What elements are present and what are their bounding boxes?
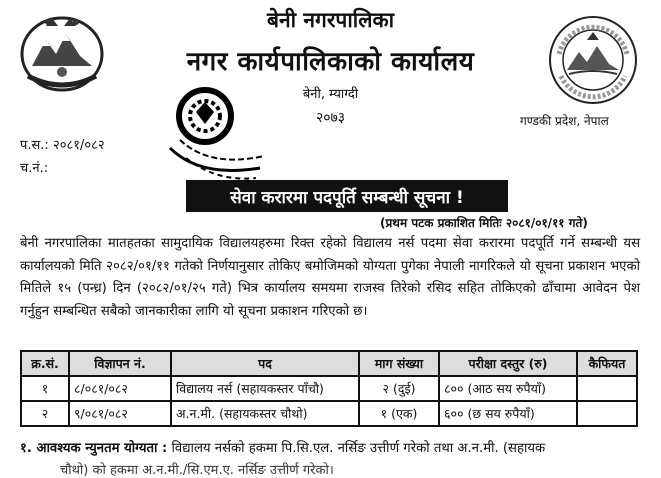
municipality-name: बेनी नगरपालिका bbox=[266, 8, 395, 32]
table-row bbox=[21, 376, 637, 401]
cell-adv-no: ९/०८१/०८२ bbox=[69, 401, 171, 426]
col-post: पद bbox=[171, 351, 359, 376]
cell-sn: २ bbox=[21, 401, 69, 426]
cell-post: विद्यालय नर्स (सहायकस्तर पाँचौ) bbox=[171, 376, 359, 401]
requirements-text: विद्यालय नर्सको हकमा पि.सि.एल. नर्सिङ उत्तीर्ण गरेको तथा अ.न.मी. (सहायक bbox=[167, 441, 546, 456]
col-adv-no: विज्ञापन नं. bbox=[69, 351, 171, 376]
col-demand: माग संख्या bbox=[359, 351, 439, 376]
publish-date: (प्रथम पटक प्रकाशित मितिः २०८१/०१/११ गते) bbox=[380, 216, 588, 230]
table-row bbox=[21, 401, 637, 426]
notice-body: बेनी नगरपालिका मातहतका सामुदायिक विद्यालयहरुमा रिक्त रहेको विद्यालय नर्स पदमा सेवा करारमा पदपूर्ति गर्ने सम्बन्धी यस कार्यालयको मिति २०८२/०१/११ गतेको निर्णयानुसार तोकिए बमोजिमको योग्यता पुगेका नेपाली नागरिकले यो सूचना प्रकाशन भएको मितिले १५ (पन्ध्र) दिन (२०८२/०१/२५ गते) भित्र कार्यालय समयमा राजस्व तिरेको रसिद सहित तोकिएको ढाँचामा आवेदन पेश गर्नुहुन सम्बन्धित सबैको जानकारीका लागि यो सूचना प्रकाशन गरिएको छ। bbox=[20, 236, 640, 319]
cell-adv-no: ८/०८१/०८२ bbox=[69, 376, 171, 401]
col-remarks: कैफियत bbox=[577, 351, 637, 376]
established-year: २०७३ bbox=[315, 110, 346, 126]
notice-title: सेवा करारमा पदपूर्ति सम्बन्धी सूचना ! bbox=[186, 180, 508, 212]
cell-post: अ.न.मी. (सहायकस्तर चौथो) bbox=[171, 401, 359, 426]
vacancy-table bbox=[20, 350, 638, 427]
col-sn: क्र.सं. bbox=[21, 351, 69, 376]
cell-sn: १ bbox=[21, 376, 69, 401]
cell-remarks bbox=[577, 401, 637, 426]
cell-fee: ६०० (छ सय रुपैयाँ) bbox=[439, 401, 577, 426]
requirements bbox=[20, 438, 645, 460]
requirements-line2: चौथो) को हकमा अ.न.मी./सि.एम.ए. नर्सिङ उत्तीर्ण गरेको। bbox=[60, 463, 334, 478]
letter-number: प.स.: २०८१/०८२ bbox=[20, 138, 105, 153]
cell-demand: २ (दुई) bbox=[359, 376, 439, 401]
office-name: नगर कार्यपालिकाको कार्यालय bbox=[186, 47, 475, 77]
table-header-row bbox=[21, 351, 637, 376]
office-place: बेनी, म्याग्दी bbox=[302, 87, 359, 102]
col-fee: परीक्षा दस्तुर (रु) bbox=[439, 351, 577, 376]
province: गण्डकी प्रदेश, नेपाल bbox=[520, 114, 609, 128]
cell-fee: ८०० (आठ सय रुपैयाँ) bbox=[439, 376, 577, 401]
cell-remarks bbox=[577, 376, 637, 401]
cell-demand: १ (एक) bbox=[359, 401, 439, 426]
dispatch-number: च.नं.: bbox=[20, 161, 49, 176]
requirements-lead: १. आवश्यक न्युनतम योग्यता : bbox=[20, 441, 168, 456]
